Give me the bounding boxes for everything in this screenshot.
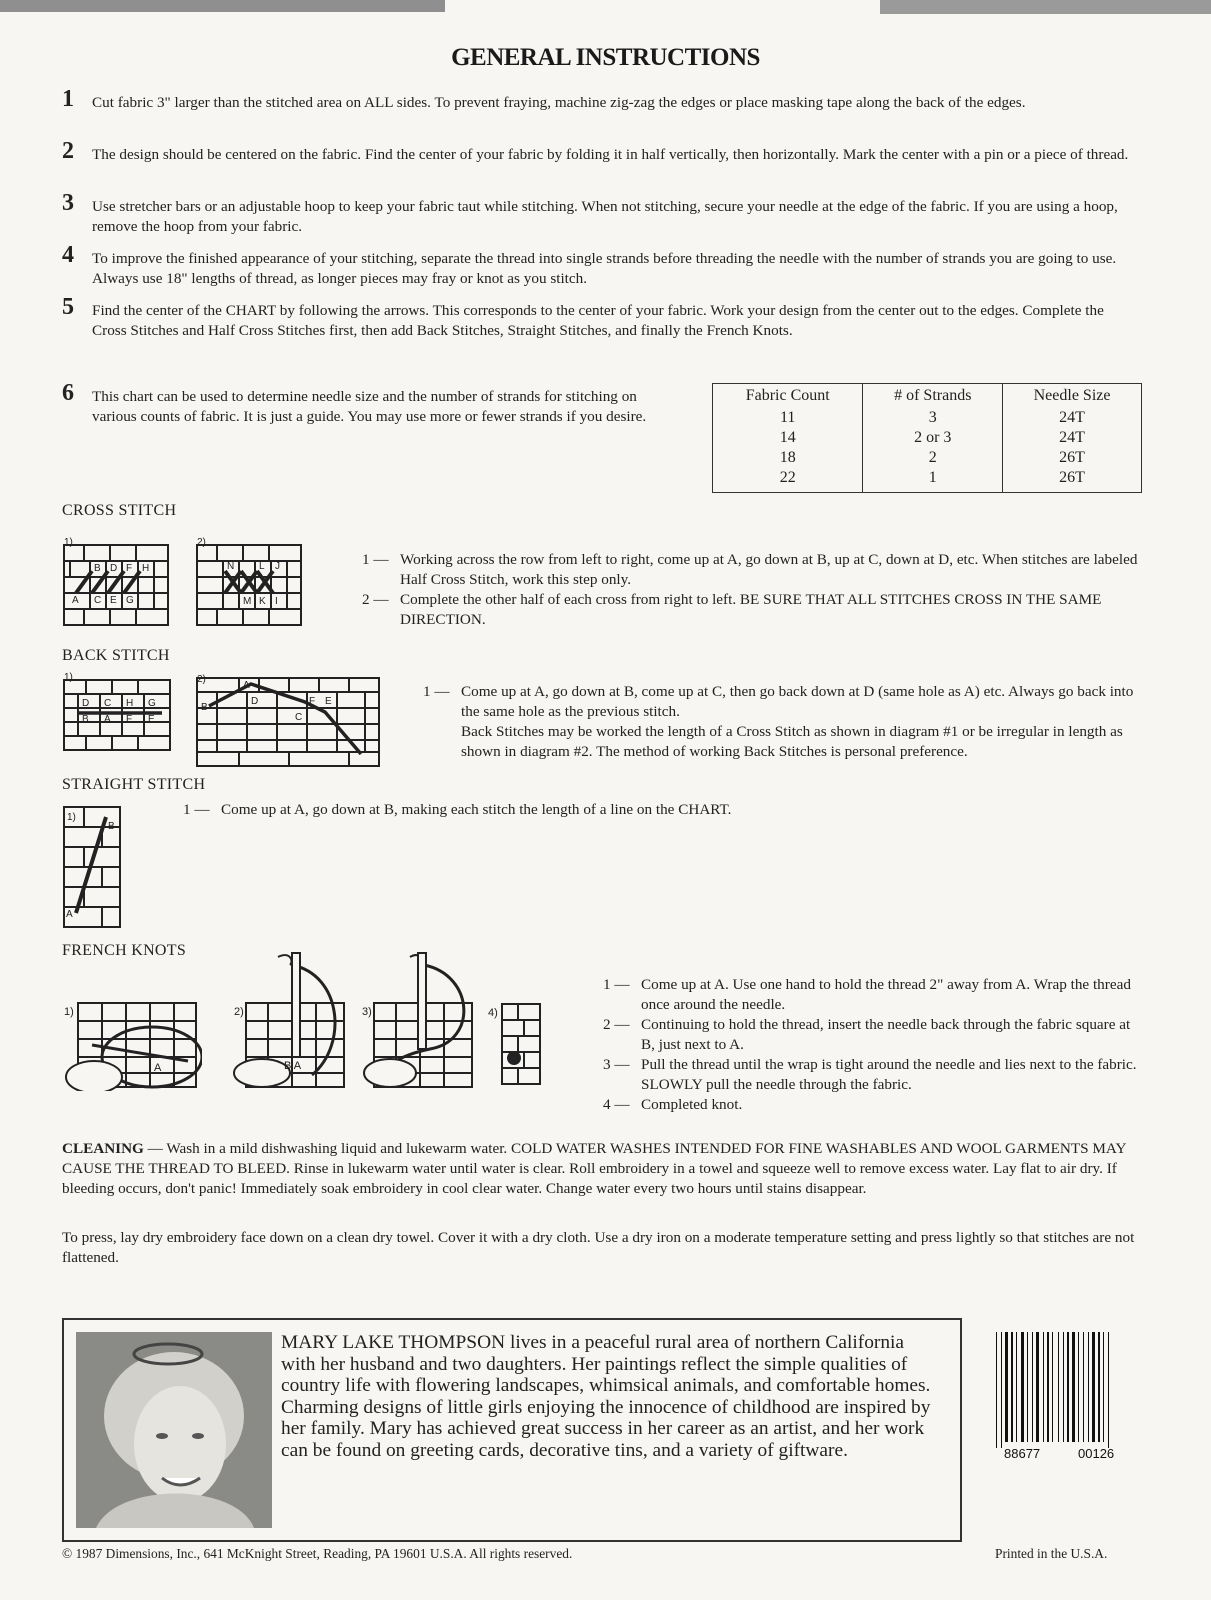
table-header: Needle Size [1003,384,1142,409]
table-cell: 1 [863,468,1003,493]
diagram-label: I [275,596,278,607]
back-stitch-diagram-1 [62,672,174,752]
diagram-label: G [148,698,156,709]
diagram-number: 2) [197,537,206,548]
barcode-number-right: 00126 [1078,1446,1115,1461]
cleaning-text: — Wash in a mild dishwashing liquid and lukewarm water. COLD WATER WASHES INTENDED FOR FINE WASHABLES AND WOOL GARMENTS MAY CAUSE THE THREAD TO BLEED. Rinse in lukewarm water until water is clear. Roll embroidery in a towel and squeeze well to remove excess water. Lay flat to air dry. If bleeding occurs, don't panic! Immediately soak embroidery in cool clear water. Change water every two hours until stains disappear. [62,1140,1126,1197]
diagram-number: 2) [234,1006,244,1018]
diagram-label: J [275,561,280,572]
knot-step-4-number: 4 — [603,1096,630,1113]
cross-step-1-text: Working across the row from left to right, come up at A, go down at B, up at C, down at D, etc. When stitches are labeled Half Cross Stitch, work this step only. [400,551,1138,588]
cross-stitch-diagram-2 [195,537,305,627]
table-header: Fabric Count [745,387,830,404]
barcode-bar [1016,1332,1017,1442]
table-cell: 18 [779,449,796,466]
artist-photo [76,1332,272,1528]
diagram-label: G [126,595,134,606]
step-number: 2 [62,138,74,164]
step-text: This chart can be used to determine needle size and the number of strands for stitching on various counts of fabric. It is just a guide. You may use more or fewer strands if you desire. [92,388,647,425]
knot-step-3-number: 3 — [603,1056,630,1073]
barcode-bar [1005,1332,1008,1442]
cross-stitch-heading: CROSS STITCH [62,502,177,519]
diagram-label: K [259,596,266,607]
diagram-label: A [154,1062,162,1074]
diagram-label: H [142,563,150,574]
barcode-bar [1032,1332,1033,1442]
diagram-label: E [148,714,155,725]
step-number: 3 [62,190,74,216]
diagram-number: 4) [488,1007,498,1019]
back-step-1b-text: Back Stitches may be worked the length of a Cross Stitch as shown in diagram #1 or be irregular in length as shown in diagram #2. The method of working Back Stitches is personal preference. [461,723,1123,760]
table-cell: 2 or 3 [863,428,1003,448]
barcode [994,1332,1138,1462]
diagram-label: A [243,680,250,691]
straight-stitch-diagram [62,805,124,929]
barcode-bar [1021,1332,1024,1442]
diagram-label: A [104,714,111,725]
diagram-label: C [94,595,102,606]
table-cell: 22 [779,469,796,486]
cleaning-label: CLEANING [62,1140,144,1157]
diagram-label: M [243,596,252,607]
artist-portrait-image [76,1332,272,1528]
barcode-bar [1052,1332,1053,1442]
cross-step-2-number: 2 — [362,591,389,608]
barcode-bar [1088,1332,1089,1442]
barcode-bar [1072,1332,1075,1442]
diagram-label: D [82,698,90,709]
step-text: The design should be centered on the fabric. Find the center of your fabric by folding it in half vertically, then horizontally. Mark the center with a pin or a piece of thread. [92,146,1129,163]
diagram-label: B [201,702,208,713]
barcode-bar [1083,1332,1084,1442]
diagram-label: B [108,821,115,832]
diagram-number: 1) [64,537,73,548]
diagram-label: B [82,714,89,725]
step-6 [62,380,672,427]
printed-in-footer: Printed in the U.S.A. [995,1546,1108,1561]
french-knots-heading: FRENCH KNOTS [62,942,187,959]
barcode-bar [1098,1332,1100,1442]
step-text: Cut fabric 3" larger than the stitched area on ALL sides. To prevent fraying, machine zig-zag the edges or place masking tape along the back of the edges. [92,94,1026,111]
diagram-label: E [110,595,117,606]
table-row [713,408,1142,428]
barcode-bar [1103,1332,1104,1442]
diagram-label: E [325,696,332,707]
table-header: # of Strands [863,384,1003,409]
diagram-label: H [126,698,134,709]
scan-edge-right [880,0,1211,14]
barcode-bar [1043,1332,1044,1442]
table-cell: 14 [779,429,796,446]
barcode-bar [1078,1332,1079,1442]
straight-step-1-text: Come up at A, go down at B, making each stitch the length of a line on the CHART. [221,801,732,818]
knot-step-2-number: 2 — [603,1016,630,1033]
step-3 [62,190,1142,237]
barcode-bar [1063,1332,1064,1442]
cross-step-1-number: 1 — [362,551,389,568]
diagram-label: N [227,561,235,572]
table-row [713,468,1142,493]
cross-stitch-diagram-1 [62,537,172,627]
french-knot-diagram-4 [488,1000,544,1088]
needle-size-table [712,383,1142,493]
diagram-label: F [309,696,316,707]
back-step-1-number: 1 — [423,683,450,700]
barcode-bar [1027,1332,1028,1442]
diagram-number: 2) [197,674,206,685]
knot-step-4-text: Completed knot. [641,1096,743,1113]
french-knot-diagram-3 [360,945,478,1091]
diagram-label: F [126,714,133,725]
artist-bio-box [62,1318,962,1542]
cross-step-2-text: Complete the other half of each cross from right to left. BE SURE THAT ALL STITCHES CROSS IN THE SAME DIRECTION. [400,591,1102,628]
barcode-bar [996,1332,997,1448]
straight-stitch-heading: STRAIGHT STITCH [62,776,206,793]
diagram-label: C [295,712,303,723]
diagram-label: D [110,563,118,574]
table-row [713,428,1142,448]
pressing-paragraph: To press, lay dry embroidery face down on a clean dry towel. Cover it with a dry cloth. Use a dry iron on a moderate temperature setting and press lightly so that stitches are not flattened. [62,1229,1135,1266]
diagram-label: L [259,561,265,572]
diagram-number: 3) [362,1006,372,1018]
knot-step-3-text: Pull the thread until the wrap is tight around the needle and lies next to the fabric. SLOWLY pull the needle through the fabric. [641,1056,1137,1093]
french-knot-diagram-1 [62,975,202,1091]
barcode-bar [1011,1332,1013,1442]
diagram-label: F [126,563,133,574]
barcode-bar [1001,1332,1002,1448]
barcode-number-left: 88677 [1004,1446,1041,1461]
diagram-number: 1) [64,672,73,683]
table-cell: 24T [1003,428,1142,448]
step-number: 6 [62,380,74,406]
step-4 [62,242,1142,289]
diagram-number: 1) [64,1006,74,1018]
barcode-bar [1108,1332,1109,1448]
table-cell: 26T [1003,448,1142,468]
knot-step-1-text: Come up at A. Use one hand to hold the thread 2" away from A. Wrap the thread once around the needle. [641,976,1131,1013]
step-5 [62,294,1142,341]
diagram-label: A [72,595,79,606]
step-text: Find the center of the CHART by following the arrows. This corresponds to the center of your fabric. Work your design from the center out to the edges. Complete the Cross Stitches and Half Cross Stitches first, then add Back Stitches, Straight Stitches, and finally the French Knots. [92,302,1104,339]
barcode-bar [1058,1332,1059,1442]
copyright-footer: © 1987 Dimensions, Inc., 641 McKnight Street, Reading, PA 19601 U.S.A. All rights reserved. [62,1546,573,1561]
step-number: 4 [62,242,74,268]
step-text: Use stretcher bars or an adjustable hoop to keep your fabric taut while stitching. When not stitching, secure your needle at the edge of the fabric. If you are using a hoop, remove the hoop from your fabric. [92,198,1118,235]
artist-bio-text: MARY LAKE THOMPSON lives in a peaceful rural area of northern California with her husband and two daughters. Her paintings reflect the simple qualities of country life with flowering landscapes, whimsical animals, and comfortable homes. Charming designs of little girls enjoying the innocence of childhood are inspired by her family. Mary has achieved great success in her career as an artist, and her work can be found on greeting cards, decorative tins, and a variety of giftware. [281,1332,931,1461]
diagram-label: C [104,698,112,709]
table-cell: 3 [863,408,1003,428]
french-knot-diagram-2 [232,945,350,1091]
back-stitch-diagram-2 [195,672,381,768]
back-stitch-heading: BACK STITCH [62,647,170,664]
table-row [713,448,1142,468]
knot-step-1-number: 1 — [603,976,630,993]
diagram-label: B A [284,1060,302,1072]
table-cell: 2 [863,448,1003,468]
step-number: 5 [62,294,74,320]
table-cell: 26T [1003,468,1142,493]
barcode-bar [1092,1332,1095,1442]
step-number: 1 [62,86,74,112]
page-title: GENERAL INSTRUCTIONS [451,44,760,71]
back-step-1-text: Come up at A, go down at B, come up at C, then go back down at D (same hole as A) etc. Always go back into the same hole as the previous stitch. [461,683,1134,720]
diagram-number: 1) [67,812,76,823]
barcode-bar [1036,1332,1039,1442]
diagram-label: A [66,909,73,920]
straight-step-1-number: 1 — [183,801,210,818]
diagram-label: B [94,563,101,574]
cleaning-paragraph [62,1139,1144,1199]
step-1 [62,86,1142,113]
knot-step-2-text: Continuing to hold the thread, insert the needle back through the fabric square at B, just next to A. [641,1016,1131,1053]
step-text: To improve the finished appearance of your stitching, separate the thread into single strands before threading the needle with the number of strands you are going to use. Always use 18" lengths of thread, as longer pieces may fray or knot as you stitch. [92,250,1117,287]
barcode-bar [1067,1332,1069,1442]
scan-edge-left [0,0,445,12]
table-cell: 24T [1003,408,1142,428]
table-cell: 11 [780,409,796,426]
table-header-row [713,384,1142,409]
step-2 [62,138,1142,165]
barcode-bar [1047,1332,1049,1442]
diagram-label: D [251,696,259,707]
